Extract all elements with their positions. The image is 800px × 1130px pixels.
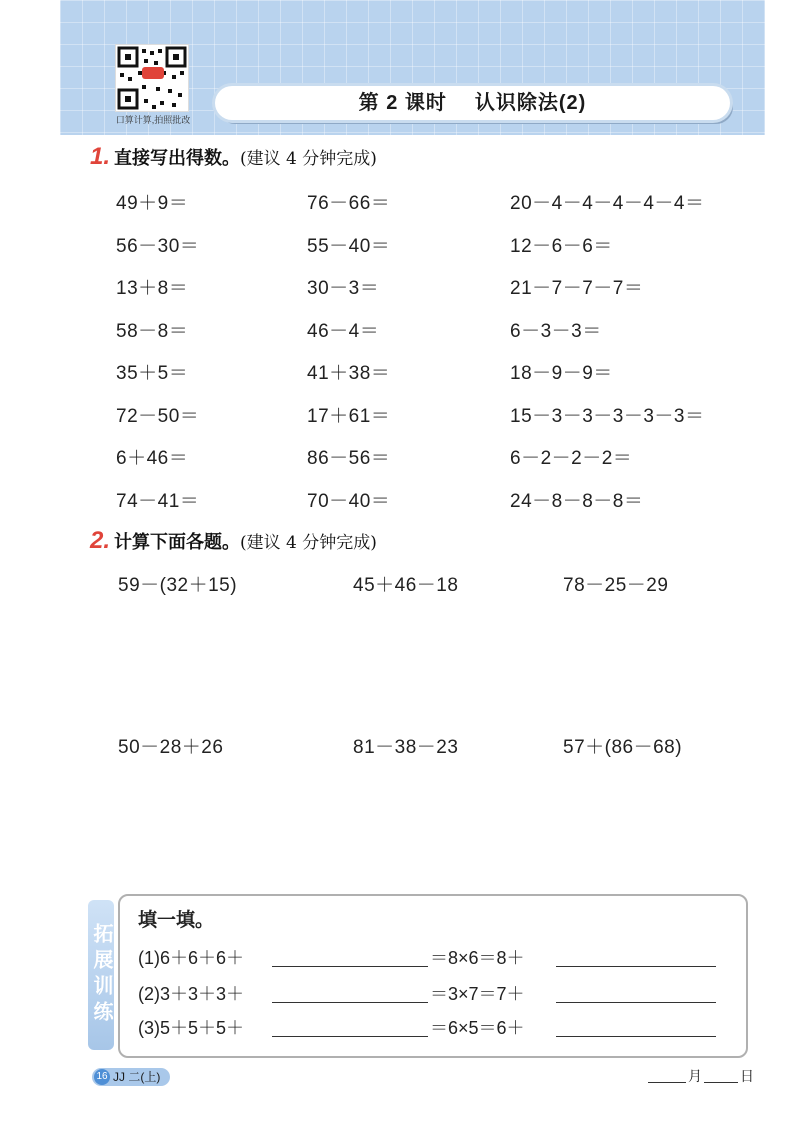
oral-problem: 46－4＝ <box>307 321 380 342</box>
oral-problem: 17＋61＝ <box>307 406 391 427</box>
page-number: 16 <box>94 1069 110 1085</box>
oral-problem: 20－4－4－4－4－4＝ <box>510 193 705 214</box>
calc-problem: 59－(32＋15) <box>118 575 238 596</box>
lesson-title: 认识除法(2) <box>474 92 587 114</box>
fill-row-left: (3)5＋5＋5＋ <box>138 1018 245 1038</box>
section-1-number: 1. <box>90 143 111 170</box>
calc-problem: 78－25－29 <box>563 575 669 596</box>
qr-code[interactable] <box>115 44 189 112</box>
fill-in-title: 填一填。 <box>138 910 215 931</box>
oral-problem: 58－8＝ <box>116 321 189 342</box>
section-2-title <box>90 527 377 555</box>
oral-problem: 6＋46＝ <box>116 448 189 469</box>
fill-row-right: ＝6×5＝6＋ <box>430 1018 525 1038</box>
oral-problem: 6－3－3＝ <box>510 321 602 342</box>
oral-problem: 13＋8＝ <box>116 278 189 299</box>
oral-problem: 41＋38＝ <box>307 363 391 384</box>
answer-blank[interactable] <box>556 966 716 967</box>
section-1-hint: (建议 4 分钟完成) <box>240 149 377 169</box>
month-label: 月 <box>688 1068 702 1084</box>
grade-label: JJ 二(上) <box>113 1070 161 1084</box>
calc-problem: 57＋(86－68) <box>563 737 683 758</box>
oral-problem: 70－40＝ <box>307 491 391 512</box>
oral-problem: 86－56＝ <box>307 448 391 469</box>
extension-tab: 拓展训练 <box>88 900 114 1050</box>
oral-problem: 15－3－3－3－3－3＝ <box>510 406 705 427</box>
answer-blank[interactable] <box>272 1036 428 1037</box>
oral-problem: 55－40＝ <box>307 236 391 257</box>
answer-blank[interactable] <box>556 1002 716 1003</box>
page-footer-badge <box>92 1068 170 1086</box>
lesson-title-banner <box>215 86 730 120</box>
oral-problem: 74－41＝ <box>116 491 200 512</box>
calc-problem: 50－28＋26 <box>118 737 224 758</box>
oral-problem: 76－66＝ <box>307 193 391 214</box>
section-1-heading: 直接写出得数。 <box>114 148 241 168</box>
fill-row-right: ＝8×6＝8＋ <box>430 948 525 968</box>
oral-problem: 21－7－7－7＝ <box>510 278 644 299</box>
oral-problem: 12－6－6＝ <box>510 236 613 257</box>
oral-problem: 18－9－9＝ <box>510 363 613 384</box>
section-1-title <box>90 143 377 171</box>
section-2-hint: (建议 4 分钟完成) <box>240 533 377 553</box>
oral-problem: 35＋5＝ <box>116 363 189 384</box>
oral-problem: 30－3＝ <box>307 278 380 299</box>
section-2-heading: 计算下面各题。 <box>114 532 241 552</box>
answer-blank[interactable] <box>272 1002 428 1003</box>
day-label: 日 <box>740 1068 754 1084</box>
month-blank[interactable] <box>648 1082 686 1083</box>
answer-blank[interactable] <box>556 1036 716 1037</box>
oral-problem: 56－30＝ <box>116 236 200 257</box>
calc-problem: 45＋46－18 <box>353 575 459 596</box>
oral-problem: 24－8－8－8＝ <box>510 491 644 512</box>
fill-row-left: (1)6＋6＋6＋ <box>138 948 245 968</box>
fill-row-left: (2)3＋3＋3＋ <box>138 984 245 1004</box>
day-blank[interactable] <box>704 1082 738 1083</box>
oral-problem: 72－50＝ <box>116 406 200 427</box>
calc-problem: 81－38－23 <box>353 737 459 758</box>
section-2-number: 2. <box>90 527 111 554</box>
qr-caption: 口算计算,拍照批改 <box>115 115 191 125</box>
fill-row-right: ＝3×7＝7＋ <box>430 984 525 1004</box>
oral-problem: 6－2－2－2＝ <box>510 448 633 469</box>
answer-blank[interactable] <box>272 966 428 967</box>
lesson-number: 第 2 课时 <box>358 92 447 114</box>
oral-problem: 49＋9＝ <box>116 193 189 214</box>
